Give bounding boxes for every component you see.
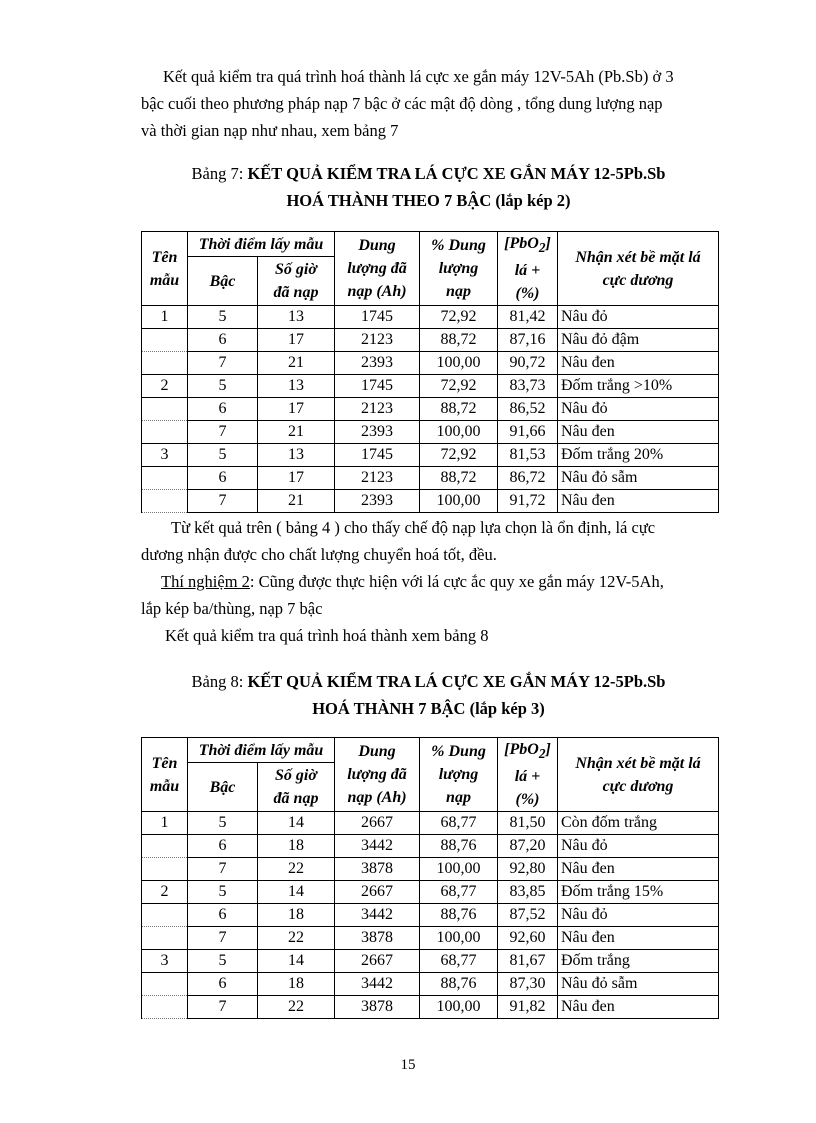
cell-hours: 14	[258, 812, 335, 835]
cell-hours: 17	[258, 467, 335, 490]
cell-capacity: 2123	[335, 398, 420, 421]
table7	[141, 231, 719, 513]
header-pbo2: [PbO$_2$] lá + (%)	[498, 738, 558, 812]
middle-paragraph	[141, 514, 716, 649]
table8	[141, 737, 719, 1019]
cell-pbo2: 87,30	[498, 973, 558, 996]
middle-line-2: dương nhận được cho chất lượng chuyển hoá tốt, đều.	[141, 545, 497, 564]
cell-remark: Nâu đen	[558, 927, 719, 950]
cell-step: 5	[188, 812, 258, 835]
cell-pbo2: 87,20	[498, 835, 558, 858]
cell-capacity: 2123	[335, 329, 420, 352]
cell-remark: Nâu đỏ	[558, 835, 719, 858]
cell-capacity: 3442	[335, 835, 420, 858]
cell-sample: 3	[142, 950, 188, 973]
cell-pct: 88,76	[420, 904, 498, 927]
cell-pct: 68,77	[420, 881, 498, 904]
table-row	[142, 881, 719, 904]
cell-pbo2: 81,42	[498, 306, 558, 329]
cell-pct: 100,00	[420, 996, 498, 1019]
cell-step: 7	[188, 858, 258, 881]
table-row	[142, 973, 719, 996]
header-sample: Tên mẫu	[142, 738, 188, 812]
cell-remark: Nâu đỏ	[558, 306, 719, 329]
cell-remark: Nâu đỏ sẫm	[558, 973, 719, 996]
table7-caption-title: KẾT QUẢ KIỂM TRA LÁ CỰC XE GẮN MÁY 12-5Pb.Sb	[247, 164, 666, 183]
cell-pct: 88,72	[420, 398, 498, 421]
header-time-group: Thời điểm lấy mẫu	[188, 232, 335, 257]
cell-remark: Nâu đỏ	[558, 904, 719, 927]
cell-pbo2: 91,82	[498, 996, 558, 1019]
cell-step: 5	[188, 444, 258, 467]
intro-line-2: bậc cuối theo phương pháp nạp 7 bậc ở các mật độ dòng , tổng dung lượng nạp	[141, 94, 663, 113]
cell-hours: 17	[258, 329, 335, 352]
middle-line-4: lắp kép ba/thùng, nạp 7 bậc	[141, 599, 323, 618]
header-capacity: Dung lượng đã nạp (Ah)	[335, 738, 420, 812]
table8-caption-title: KẾT QUẢ KIỂM TRA LÁ CỰC XE GẮN MÁY 12-5Pb.Sb	[247, 672, 666, 691]
cell-sample	[142, 467, 188, 490]
cell-sample: 1	[142, 812, 188, 835]
table-row	[142, 352, 719, 375]
cell-hours: 17	[258, 398, 335, 421]
cell-pct: 72,92	[420, 306, 498, 329]
cell-hours: 21	[258, 490, 335, 513]
cell-sample	[142, 398, 188, 421]
header-sample: Tên mẫu	[142, 232, 188, 306]
table-row	[142, 927, 719, 950]
cell-pbo2: 81,53	[498, 444, 558, 467]
intro-line-1: Kết quả kiểm tra quá trình hoá thành lá cực xe gắn máy 12V-5Ah (Pb.Sb) ở 3	[163, 67, 674, 86]
intro-paragraph	[141, 63, 716, 144]
cell-step: 7	[188, 490, 258, 513]
cell-pbo2: 87,16	[498, 329, 558, 352]
cell-hours: 18	[258, 835, 335, 858]
cell-pct: 100,00	[420, 927, 498, 950]
header-percent: % Dung lượng nạp	[420, 232, 498, 306]
table-row	[142, 490, 719, 513]
header-remark: Nhận xét bề mặt lá cực dương	[558, 738, 719, 812]
table7-caption-prefix: Bảng 7:	[191, 164, 244, 183]
table-row	[142, 812, 719, 835]
cell-pct: 72,92	[420, 375, 498, 398]
cell-capacity: 3442	[335, 973, 420, 996]
cell-step: 5	[188, 950, 258, 973]
cell-sample: 2	[142, 375, 188, 398]
header-remark: Nhận xét bề mặt lá cực dương	[558, 232, 719, 306]
table8-header	[142, 738, 719, 812]
cell-sample	[142, 329, 188, 352]
cell-sample	[142, 490, 188, 513]
cell-sample: 2	[142, 881, 188, 904]
cell-remark: Nâu đỏ sẫm	[558, 467, 719, 490]
cell-pbo2: 87,52	[498, 904, 558, 927]
table-row	[142, 904, 719, 927]
header-percent: % Dung lượng nạp	[420, 738, 498, 812]
cell-pct: 100,00	[420, 421, 498, 444]
table8-caption	[141, 668, 716, 722]
cell-hours: 22	[258, 996, 335, 1019]
cell-sample	[142, 904, 188, 927]
table-row	[142, 835, 719, 858]
cell-capacity: 1745	[335, 444, 420, 467]
cell-pct: 88,76	[420, 973, 498, 996]
cell-pbo2: 91,72	[498, 490, 558, 513]
cell-sample	[142, 352, 188, 375]
cell-sample: 1	[142, 306, 188, 329]
cell-capacity: 2667	[335, 881, 420, 904]
table-row	[142, 996, 719, 1019]
cell-step: 6	[188, 329, 258, 352]
cell-hours: 22	[258, 927, 335, 950]
cell-pbo2: 81,50	[498, 812, 558, 835]
table-row	[142, 444, 719, 467]
cell-remark: Nâu đỏ	[558, 398, 719, 421]
intro-line-3: và thời gian nạp như nhau, xem bảng 7	[141, 121, 399, 140]
cell-remark: Đốm trắng 15%	[558, 881, 719, 904]
cell-remark: Nâu đen	[558, 490, 719, 513]
cell-step: 7	[188, 996, 258, 1019]
cell-capacity: 1745	[335, 375, 420, 398]
cell-hours: 14	[258, 881, 335, 904]
table8-caption-subtitle: HOÁ THÀNH 7 BẬC (lắp kép 3)	[312, 699, 545, 718]
cell-sample	[142, 858, 188, 881]
table8-body	[142, 812, 719, 1019]
cell-capacity: 2123	[335, 467, 420, 490]
table7-header	[142, 232, 719, 306]
cell-pbo2: 92,80	[498, 858, 558, 881]
table7-body	[142, 306, 719, 513]
header-step: Bậc	[188, 763, 258, 812]
header-hours: Số giờ đã nạp	[258, 763, 335, 812]
cell-hours: 14	[258, 950, 335, 973]
middle-line-5: Kết quả kiểm tra quá trình hoá thành xem bảng 8	[165, 626, 489, 645]
cell-step: 6	[188, 835, 258, 858]
cell-step: 5	[188, 306, 258, 329]
table7-caption	[141, 160, 716, 214]
cell-remark: Đốm trắng	[558, 950, 719, 973]
middle-line-1: Từ kết quả trên ( bảng 4 ) cho thấy chế độ nạp lựa chọn là ổn định, lá cực	[171, 518, 656, 537]
cell-pbo2: 83,73	[498, 375, 558, 398]
cell-remark: Nâu đen	[558, 858, 719, 881]
experiment-label: Thí nghiệm 2	[161, 572, 250, 591]
cell-remark: Nâu đen	[558, 421, 719, 444]
cell-pct: 100,00	[420, 490, 498, 513]
cell-pct: 88,72	[420, 467, 498, 490]
cell-pbo2: 86,52	[498, 398, 558, 421]
cell-hours: 22	[258, 858, 335, 881]
cell-pbo2: 91,66	[498, 421, 558, 444]
cell-hours: 18	[258, 973, 335, 996]
table-row	[142, 950, 719, 973]
cell-hours: 21	[258, 352, 335, 375]
cell-capacity: 2393	[335, 421, 420, 444]
cell-sample	[142, 835, 188, 858]
cell-remark: Nâu đỏ đậm	[558, 329, 719, 352]
cell-pbo2: 81,67	[498, 950, 558, 973]
cell-capacity: 2667	[335, 812, 420, 835]
cell-pbo2: 86,72	[498, 467, 558, 490]
header-pbo2: [PbO$_2$] lá + (%)	[498, 232, 558, 306]
cell-capacity: 2667	[335, 950, 420, 973]
cell-step: 5	[188, 881, 258, 904]
cell-pct: 68,77	[420, 812, 498, 835]
cell-step: 7	[188, 927, 258, 950]
cell-sample	[142, 973, 188, 996]
cell-step: 5	[188, 375, 258, 398]
cell-capacity: 3878	[335, 858, 420, 881]
cell-remark: Đốm trắng >10%	[558, 375, 719, 398]
table7-caption-subtitle: HOÁ THÀNH THEO 7 BẬC (lắp kép 2)	[286, 191, 571, 210]
cell-sample	[142, 421, 188, 444]
cell-hours: 18	[258, 904, 335, 927]
cell-pct: 100,00	[420, 858, 498, 881]
cell-hours: 13	[258, 375, 335, 398]
cell-step: 6	[188, 904, 258, 927]
cell-remark: Còn đốm trắng	[558, 812, 719, 835]
table-row	[142, 329, 719, 352]
table-row	[142, 421, 719, 444]
cell-pct: 100,00	[420, 352, 498, 375]
cell-step: 6	[188, 973, 258, 996]
cell-pct: 68,77	[420, 950, 498, 973]
cell-capacity: 2393	[335, 490, 420, 513]
cell-remark: Nâu đen	[558, 352, 719, 375]
table-row	[142, 398, 719, 421]
cell-pbo2: 90,72	[498, 352, 558, 375]
cell-step: 6	[188, 398, 258, 421]
cell-capacity: 1745	[335, 306, 420, 329]
cell-sample: 3	[142, 444, 188, 467]
cell-capacity: 3878	[335, 927, 420, 950]
cell-step: 7	[188, 352, 258, 375]
page-number: 15	[400, 1057, 416, 1073]
cell-pbo2: 92,60	[498, 927, 558, 950]
header-time-group: Thời điểm lấy mẫu	[188, 738, 335, 763]
cell-capacity: 3442	[335, 904, 420, 927]
header-hours: Số giờ đã nạp	[258, 257, 335, 306]
cell-hours: 13	[258, 306, 335, 329]
header-capacity: Dung lượng đã nạp (Ah)	[335, 232, 420, 306]
cell-capacity: 2393	[335, 352, 420, 375]
cell-capacity: 3878	[335, 996, 420, 1019]
table-row	[142, 375, 719, 398]
cell-sample	[142, 927, 188, 950]
cell-sample	[142, 996, 188, 1019]
cell-remark: Nâu đen	[558, 996, 719, 1019]
cell-step: 7	[188, 421, 258, 444]
table-row	[142, 306, 719, 329]
table8-caption-prefix: Bảng 8:	[191, 672, 244, 691]
cell-step: 6	[188, 467, 258, 490]
experiment-text: : Cũng được thực hiện với lá cực ắc quy xe gắn máy 12V-5Ah,	[249, 572, 664, 591]
cell-remark: Đốm trắng 20%	[558, 444, 719, 467]
table-row	[142, 467, 719, 490]
cell-hours: 21	[258, 421, 335, 444]
cell-pbo2: 83,85	[498, 881, 558, 904]
cell-pct: 88,72	[420, 329, 498, 352]
cell-pct: 72,92	[420, 444, 498, 467]
cell-hours: 13	[258, 444, 335, 467]
cell-pct: 88,76	[420, 835, 498, 858]
table-row	[142, 858, 719, 881]
header-step: Bậc	[188, 257, 258, 306]
